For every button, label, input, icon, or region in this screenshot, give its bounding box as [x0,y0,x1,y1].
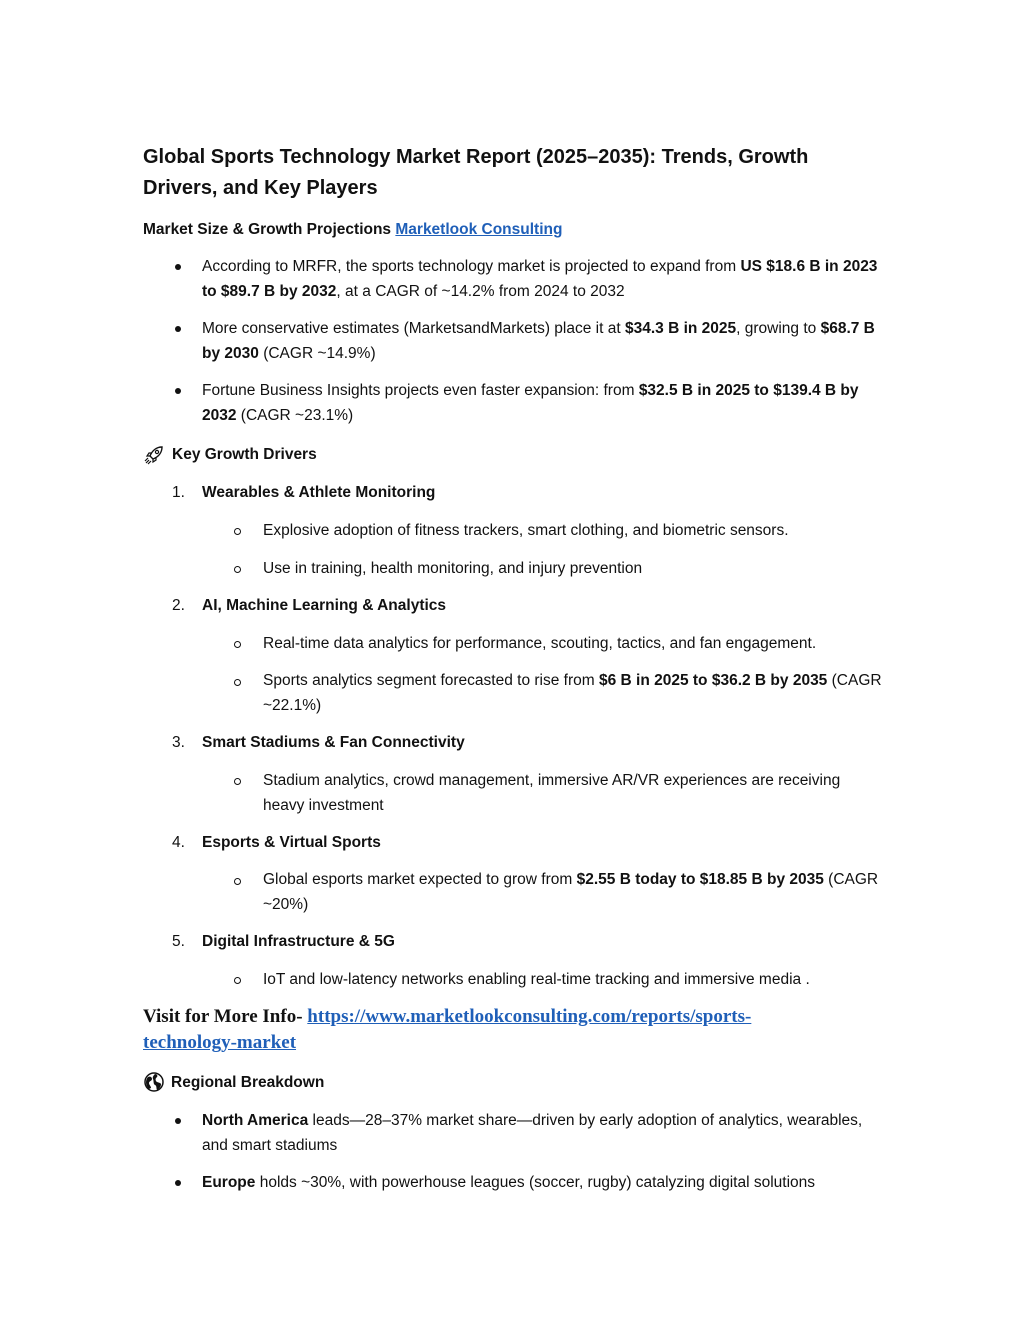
text-run: , growing to [736,320,821,337]
driver-1-sub-2 [263,556,883,581]
bold-text-run: Europe [202,1174,256,1191]
list-number: 1. [172,484,185,501]
bold-text-run: $2.55 B today to $18.85 B by 2035 [576,871,824,888]
bold-text-run: US $18.6 B in 2023 to $89.7 B by 2032 [202,258,878,300]
driver-title-stadiums: Smart Stadiums & Fan Connectivity [202,734,465,751]
bold-text-run: $68.7 B by 2030 [202,320,875,362]
text-run: (CAGR ~20%) [263,871,879,913]
bold-text-run: North America [202,1112,309,1129]
text-run: Sports analytics segment forecasted to rise from [263,672,599,689]
bold-text-run: $32.5 B in 2025 to $139.4 B by 2032 [202,382,859,424]
text-run: Use in training, health monitoring, and injury prevention [263,560,643,577]
text-run: holds ~30%, with powerhouse leagues (soccer, rugby) catalyzing digital solutions [255,1174,816,1191]
bullet-icon [175,1118,181,1124]
bullet-icon [175,264,181,270]
bullet-icon [175,388,181,394]
page-title: Global Sports Technology Market Report (2025–2035): Trends, Growth Drivers, and Key Players [143,146,809,199]
text-run: Fortune Business Insights projects even faster expansion: from [202,382,639,399]
bullet-icon [175,1180,181,1186]
text-run: leads—28–37% market share—driven by early adoption of analytics, wearables, and smart stadiums [202,1112,863,1154]
market-size-bullet-2 [202,316,882,366]
drivers-heading: Key Growth Drivers [172,446,317,463]
sub-bullet-icon [234,679,241,686]
sub-bullet-icon [234,566,241,573]
driver-title-wearables: Wearables & Athlete Monitoring [202,484,436,501]
market-size-bullet-3 [202,378,882,428]
list-number: 5. [172,933,185,950]
report-url-link[interactable]: https://www.marketlookconsulting.com/reports/sports-technology-market [143,1006,752,1053]
driver-3-sub-1 [263,768,863,818]
driver-2-sub-1 [263,631,883,656]
bullet-icon [175,326,181,332]
market-size-heading: Market Size & Growth Projections [143,221,392,238]
list-number: 4. [172,834,185,851]
text-run: Explosive adoption of fitness trackers, smart clothing, and biometric sensors. [263,522,789,539]
text-run: According to MRFR, the sports technology market is projected to expand from [202,258,741,275]
market-size-bullet-1 [202,254,882,304]
sub-bullet-icon [234,878,241,885]
visit-label: Visit for More Info- [143,1006,308,1027]
bold-text-run: $6 B in 2025 to $36.2 B by 2035 [598,672,828,689]
sub-bullet-icon [234,977,241,984]
driver-title-esports: Esports & Virtual Sports [202,834,381,851]
text-run: (CAGR ~22.1%) [263,672,882,714]
text-run: , at a CAGR of ~14.2% from 2024 to 2032 [336,283,625,300]
rocket-icon [143,444,165,466]
driver-4-sub-1 [263,867,883,917]
driver-title-ai: AI, Machine Learning & Analytics [202,597,447,614]
text-run: More conservative estimates (MarketsandMarkets) place it at [202,320,625,337]
text-run: Global esports market expected to grow from [263,871,577,888]
driver-2-sub-2 [263,668,883,718]
regional-bullet-europe [202,1170,902,1195]
sub-bullet-icon [234,528,241,535]
text-run: Stadium analytics, crowd management, immersive AR/VR experiences are receiving heavy investment [263,772,841,814]
list-number: 2. [172,597,185,614]
visit-info-line [143,1004,803,1056]
sub-bullet-icon [234,778,241,785]
regional-bullet-north-america [202,1108,882,1158]
driver-5-sub-1 [263,967,883,992]
bold-text-run: $34.3 B in 2025 [624,320,737,337]
globe-icon [143,1071,165,1093]
market-size-heading-line [143,217,883,242]
regional-heading: Regional Breakdown [171,1074,325,1091]
driver-1-sub-1 [263,518,883,543]
marketlook-consulting-link[interactable]: Marketlook Consulting [395,221,563,238]
text-run: IoT and low-latency networks enabling real-time tracking and immersive media . [263,971,810,988]
list-number: 3. [172,734,185,751]
text-run: (CAGR ~14.9%) [258,345,376,362]
text-run: (CAGR ~23.1%) [236,407,354,424]
text-run: Real-time data analytics for performance, scouting, tactics, and fan engagement. [263,635,817,652]
driver-title-infrastructure: Digital Infrastructure & 5G [202,933,395,950]
sub-bullet-icon [234,641,241,648]
